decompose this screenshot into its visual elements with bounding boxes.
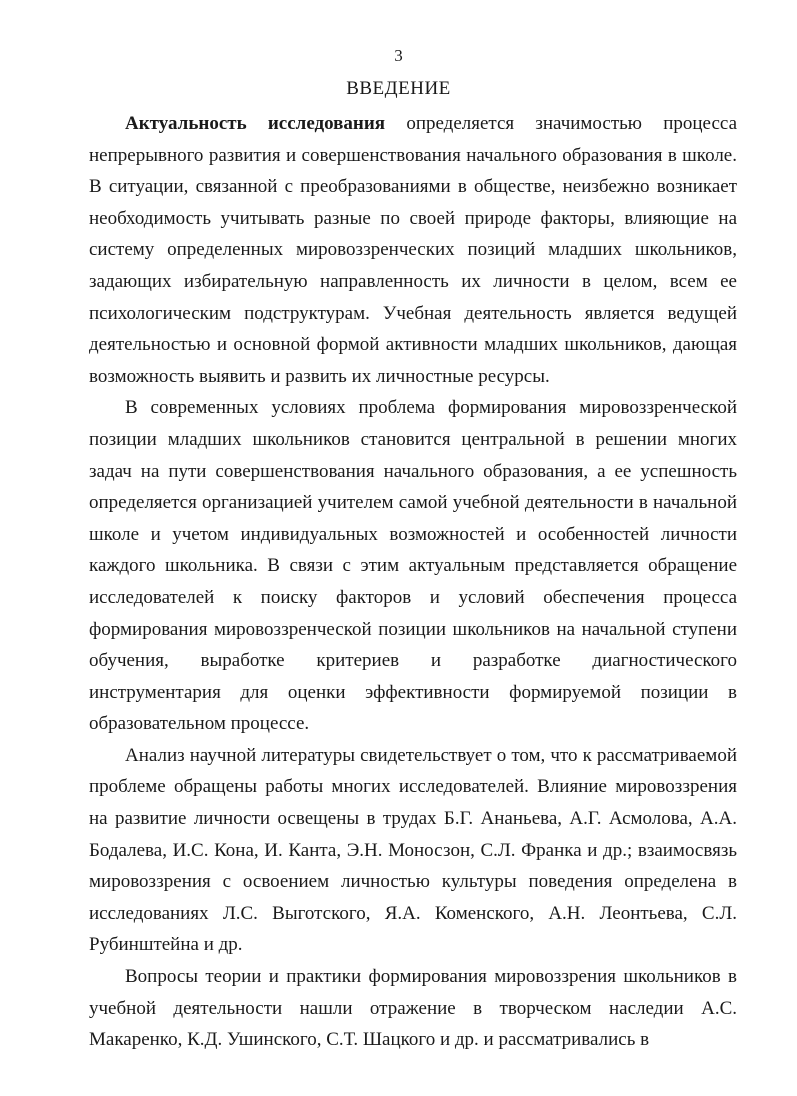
paragraph-theory-practice: Вопросы теории и практики формирования мировоззрения школьников в учебной деятельности нашли отражение в творческом наследии А.С. Макаренко, К.Д. Ушинского, С.Т. Шацкого и др. и рассматривались в xyxy=(89,966,737,1051)
paragraph-text: определяется значимостью процесса непрерывного развития и совершенствования начального образования в школе. В ситуации, связанной с преобразованиями в обществе, неизбежно возникает необходимость учитывать разные по своей природе факторы, влияющие на систему определенных мировоззренческих позиций младших школьников, задающих избирательную направленность их личности в целом, всем ее психологическим подструктурам. Учебная деятельность является ведущей деятельностью и основной формой активности младших школьников, дающая возможность выявить и развить их личностные ресурсы. xyxy=(89,113,737,387)
body-text xyxy=(89,108,737,1056)
section-heading: ВВЕДЕНИЕ xyxy=(346,78,451,99)
paragraph-modern-conditions: В современных условиях проблема формирования мировоззренческой позиции младших школьников становится центральной в решении многих задач на пути совершенствования начального образования, а ее успешность определяется организацией учителем самой учебной деятельности в начальной школе и учетом индивидуальных возможностей и особенностей личности каждого школьника. В связи с этим актуальным представляется обращение исследователей к поиску факторов и условий обеспечения процесса формирования мировоззренческой позиции школьников на начальной ступени обучения, выработке критериев и разработке диагностического инструментария для оценки эффективности формируемой позиции в образовательном процессе. xyxy=(89,397,737,735)
paragraph-relevance xyxy=(89,108,737,392)
paragraph-literature-analysis: Анализ научной литературы свидетельствует о том, что к рассматриваемой проблеме обращены работы многих исследователей. Влияние мировоззрения на развитие личности освещены в трудах Б.Г. Ананьева, А.Г. Асмолова, А.А. Бодалева, И.С. Кона, И. Канта, Э.Н. Моносзон, С.Л. Франка и др.; взаимосвязь мировоззрения с освоением личностью культуры поведения определена в исследованиях Л.С. Выготского, Я.А. Коменского, А.Н. Леонтьева, С.Л. Рубинштейна и др. xyxy=(89,744,737,956)
paragraph-lead-bold: Актуальность исследования xyxy=(125,113,386,134)
page-number: 3 xyxy=(394,46,403,65)
